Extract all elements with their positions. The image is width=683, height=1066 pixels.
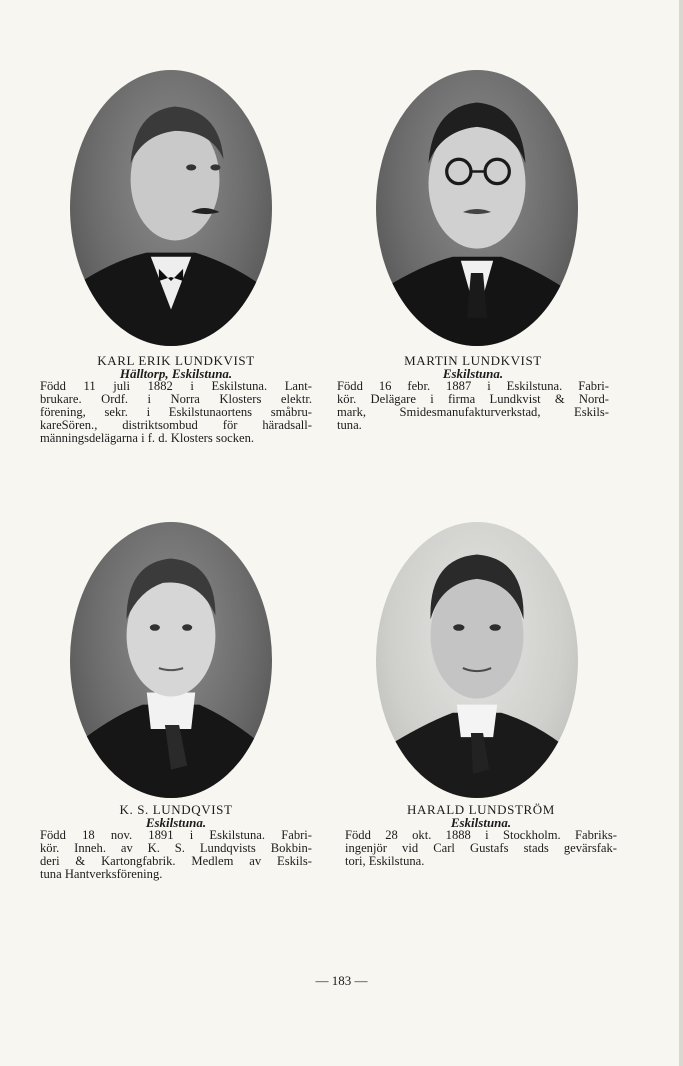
person-place: Hälltorp, Eskilstuna. — [119, 366, 233, 381]
bio-line: ingenjör vid Carl Gustafs stads gevärsfak- — [345, 841, 617, 855]
bio-line: tori, Eskilstuna. — [345, 854, 425, 868]
portrait-young-man-icon — [70, 522, 272, 798]
bio-line: tuna. — [337, 418, 362, 432]
bio-line: kareSören., distriktsombud för häradsall- — [40, 418, 312, 432]
portrait-karl-erik-lundkvist — [70, 70, 272, 346]
bio-line: kör. Inneh. av K. S. Lundqvists Bokbin- — [40, 841, 312, 855]
portrait-harald-lundstrom — [376, 522, 578, 798]
bio-line: Född 18 nov. 1891 i Eskilstuna. Fabri- — [40, 828, 312, 842]
person-place: Eskilstuna. — [145, 815, 207, 830]
person-place: Eskilstuna. — [442, 366, 504, 381]
portrait-man-moustache-icon — [70, 70, 272, 346]
bio-line: Född 16 febr. 1887 i Eskilstuna. Fabri- — [337, 379, 609, 393]
person-name: HARALD LUNDSTRÖM — [407, 802, 555, 817]
bio-line: deri & Kartongfabrik. Medlem av Eskils- — [40, 854, 312, 868]
bio-line: förening, sekr. i Eskilstunaortens småbru- — [40, 405, 312, 419]
person-bio — [337, 380, 609, 432]
bio-line: mark, Smidesmanufakturverkstad, Eskils- — [337, 405, 609, 419]
page-edge — [679, 0, 683, 1066]
person-bio — [345, 829, 617, 868]
page-number: — 183 — — [315, 973, 368, 988]
person-place: Eskilstuna. — [450, 815, 512, 830]
caption-martin-lundkvist — [337, 354, 609, 432]
person-name: K. S. LUNDQVIST — [119, 802, 233, 817]
bio-line: Född 28 okt. 1888 i Stockholm. Fabriks- — [345, 828, 617, 842]
person-bio — [40, 380, 312, 445]
person-bio — [40, 829, 312, 881]
bio-line: brukare. Ordf. i Norra Klosters elektr. — [40, 392, 312, 406]
bio-line: Född 11 juli 1882 i Eskilstuna. Lant- — [40, 379, 312, 393]
bio-line: männingsdelägarna i f. d. Klosters socken. — [40, 431, 255, 445]
caption-harald-lundstrom — [345, 803, 617, 868]
caption-k-s-lundqvist — [40, 803, 312, 881]
bio-line: tuna Hantverksförening. — [40, 867, 163, 881]
portrait-man-tie-icon — [376, 522, 578, 798]
portrait-martin-lundkvist — [376, 70, 578, 346]
person-name: MARTIN LUNDKVIST — [404, 353, 542, 368]
bio-line: kör. Delägare i firma Lundkvist & Nord- — [337, 392, 609, 406]
person-name: KARL ERIK LUNDKVIST — [97, 353, 255, 368]
portrait-k-s-lundqvist — [70, 522, 272, 798]
portrait-man-glasses-icon — [376, 70, 578, 346]
caption-karl-erik-lundkvist — [40, 354, 312, 445]
